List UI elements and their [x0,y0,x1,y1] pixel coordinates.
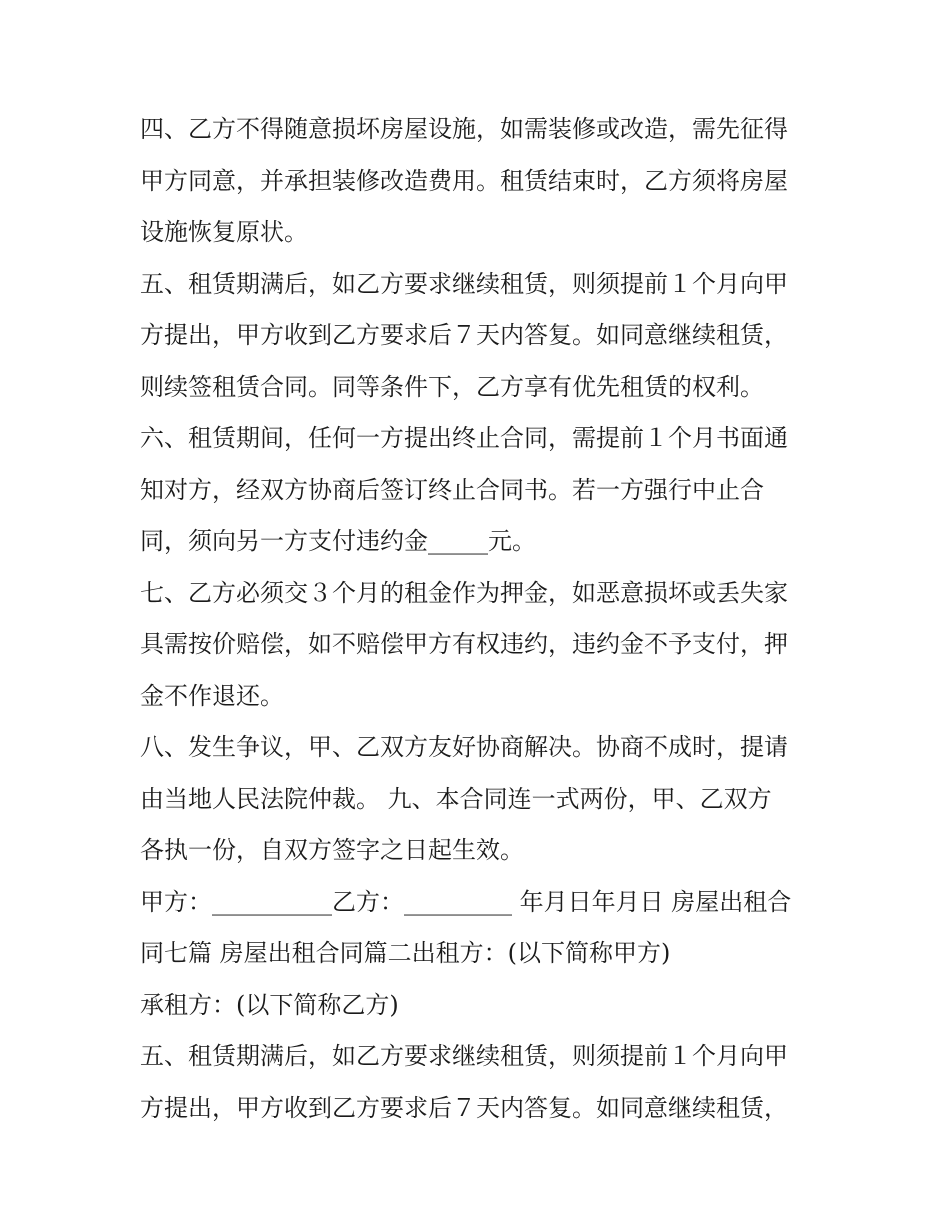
text-line: 四、乙方不得随意损坏房屋设施，如需装修或改造，需先征得 [140,115,788,143]
text-line: 则续签租赁合同。同等条件下，乙方享有优先租赁的权利。 [140,372,764,401]
clause-5-repeat [140,1031,820,1134]
text-line: 甲方同意，并承担装修改造费用。租赁结束时，乙方须将房屋 [140,166,788,195]
text-line: 具需按价赔偿，如不赔偿甲方有权违约，违约金不予支付，押 [140,630,788,658]
text-line: 方提出，甲方收到乙方要求后７天内答复。如同意继续租赁， [140,321,788,349]
text-line: 甲方：__________乙方：_________ 年月日年月日 房屋出租合 [140,887,792,916]
text-line: 各执一份，自双方签字之日起生效。 [140,836,524,864]
lessee-line [140,980,820,1032]
text-line: 设施恢复原状。 [140,218,308,246]
clause-8-9 [140,722,820,877]
clause-6 [140,413,820,568]
text-line: 五、租赁期满后，如乙方要求继续租赁，则须提前１个月向甲 [140,1042,788,1070]
clause-7 [140,568,820,723]
text-line: 由当地人民法院仲裁。 九、本合同连一式两份，甲、乙双方 [140,784,772,813]
text-line: 七、乙方必须交３个月的租金作为押金，如恶意损坏或丢失家 [140,578,788,607]
text-line: 六、租赁期间，任何一方提出终止合同，需提前１个月书面通 [140,424,788,452]
text-line: 知对方，经双方协商后签订终止合同书。若一方强行中止合 [140,475,764,504]
clause-5 [140,259,820,414]
text-line: 方提出，甲方收到乙方要求后７天内答复。如同意继续租赁， [140,1093,788,1122]
clause-4 [140,104,820,259]
text-line: 金不作退还。 [140,681,284,710]
text-line: 八、发生争议，甲、乙双方友好协商解决。协商不成时，提请 [140,733,788,761]
document-body [140,104,820,1134]
text-line: 承租方：(以下简称乙方) [140,990,399,1019]
signature-block [140,877,820,980]
text-line: 五、租赁期满后，如乙方要求继续租赁，则须提前１个月向甲 [140,269,788,298]
text-line: 同，须向另一方支付违约金_____元。 [140,527,536,555]
text-line: 同七篇 房屋出租合同篇二出租方：(以下简称甲方) [140,939,671,967]
